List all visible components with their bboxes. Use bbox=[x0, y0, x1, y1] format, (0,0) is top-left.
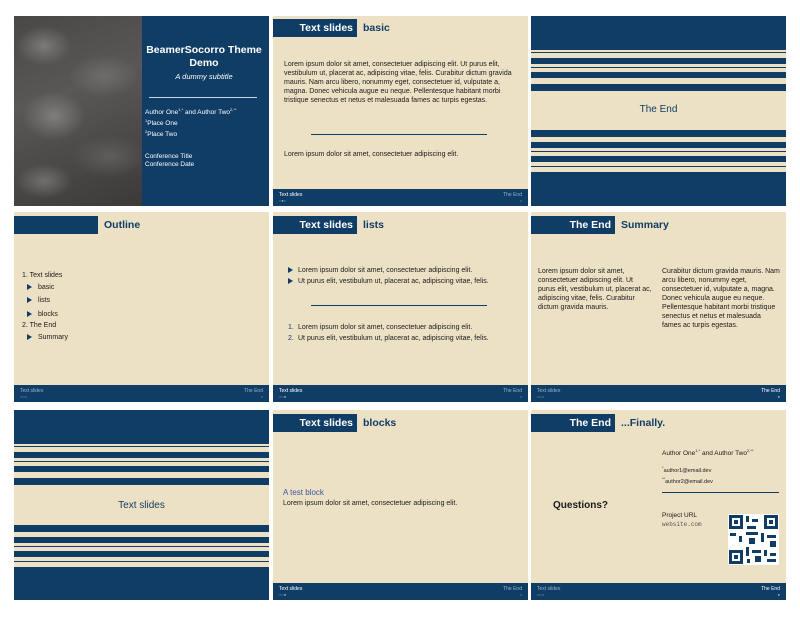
slide-basic[interactable] bbox=[273, 16, 528, 206]
section-header-empty bbox=[14, 216, 98, 234]
list-item bbox=[288, 276, 523, 287]
qr-module bbox=[746, 532, 758, 535]
slide-section-text-slides[interactable] bbox=[14, 410, 269, 600]
list-item-text: Lorem ipsum dolor sit amet, consectetuer adipiscing elit. bbox=[298, 324, 473, 331]
stripe-line bbox=[14, 461, 269, 462]
outline-item-label: blocks bbox=[38, 310, 58, 318]
outline-list bbox=[22, 270, 68, 343]
outline-item-summary[interactable] bbox=[22, 332, 68, 344]
slide-title-blocks: blocks bbox=[363, 417, 397, 429]
stripe-line bbox=[14, 561, 269, 562]
list-item bbox=[288, 322, 523, 333]
footer-section-text-slides: Text slides bbox=[279, 192, 303, 198]
outline-item-lists[interactable] bbox=[22, 295, 68, 307]
stripe bbox=[14, 410, 269, 444]
slide-title[interactable] bbox=[14, 16, 269, 206]
place-one-mark: 1 bbox=[145, 118, 148, 124]
slide-title-lists: lists bbox=[363, 219, 385, 231]
navigation-dots-icon[interactable]: ○○○ bbox=[537, 394, 545, 399]
stripe bbox=[14, 452, 269, 458]
footer bbox=[531, 385, 786, 402]
slide-title-summary: Summary bbox=[621, 219, 669, 231]
stripe bbox=[531, 172, 786, 206]
navigation-dots-icon[interactable]: ○○○ bbox=[20, 394, 28, 399]
list-item-text: Lorem ipsum dolor sit amet, consectetuer adipiscing elit. bbox=[298, 267, 473, 274]
stripe bbox=[531, 16, 786, 50]
section-title: The End bbox=[639, 104, 678, 115]
bullet-list bbox=[288, 265, 523, 287]
navigation-dots-icon[interactable]: ○ bbox=[519, 198, 522, 203]
qr-module bbox=[746, 547, 749, 556]
author-one: Author One bbox=[145, 109, 179, 117]
navigation-dots-icon[interactable]: ○○● bbox=[279, 592, 287, 597]
qr-module bbox=[730, 533, 736, 536]
section-header: Text slides bbox=[273, 414, 357, 432]
place-two: Place Two bbox=[147, 131, 178, 139]
stripe bbox=[531, 72, 786, 78]
navigation-dots-icon[interactable]: ○●○ bbox=[279, 198, 287, 203]
stripe bbox=[14, 551, 269, 557]
author-emails bbox=[662, 464, 713, 486]
outline-item-blocks[interactable] bbox=[22, 309, 68, 321]
section-header: Text slides bbox=[273, 216, 357, 234]
footer-section-the-end: The End bbox=[503, 192, 522, 198]
place-one-line bbox=[145, 117, 263, 128]
author-two-mark: 2,** bbox=[747, 448, 754, 453]
numbered-list bbox=[288, 322, 523, 344]
qr-finder-core bbox=[769, 520, 773, 524]
author-two: Author Two bbox=[197, 109, 231, 117]
place-two-line bbox=[145, 128, 263, 139]
presentation-title: BeamerSocorro Theme Demo bbox=[146, 44, 262, 69]
author-one-mark: 1,* bbox=[178, 107, 184, 112]
qr-finder-core bbox=[734, 520, 738, 524]
qr-module bbox=[746, 516, 749, 522]
qr-module bbox=[747, 559, 750, 563]
qr-module bbox=[747, 526, 756, 529]
slide-blocks[interactable] bbox=[273, 410, 528, 600]
stripe bbox=[14, 478, 269, 485]
qr-module bbox=[752, 550, 761, 553]
footer-section-the-end: The End bbox=[761, 388, 780, 394]
triangle-bullet-icon bbox=[288, 278, 293, 284]
navigation-dots-icon[interactable]: ○ bbox=[519, 592, 522, 597]
author-one: Author One bbox=[662, 450, 696, 458]
email-two[interactable]: author2@email.dev bbox=[665, 478, 713, 485]
footer-section-text-slides: Text slides bbox=[279, 388, 303, 394]
place-two-mark: 2 bbox=[145, 129, 148, 135]
qr-module bbox=[749, 538, 755, 544]
list-item-text: Ut purus elit, vestibulum ut, placerat ac, adipiscing vitae, felis. bbox=[298, 335, 489, 342]
list-item bbox=[288, 265, 523, 276]
qr-module bbox=[767, 559, 776, 562]
navigation-dots-icon[interactable]: ● bbox=[777, 394, 780, 399]
slide-finally[interactable] bbox=[531, 410, 786, 600]
slide-title-basic: basic bbox=[363, 22, 390, 34]
footer bbox=[531, 583, 786, 600]
qr-module bbox=[770, 553, 776, 556]
slide-outline[interactable] bbox=[14, 212, 269, 402]
list-number: 1. bbox=[288, 324, 294, 331]
slide-summary[interactable] bbox=[531, 212, 786, 402]
footer-section-text-slides: Text slides bbox=[537, 586, 561, 592]
block-text: Lorem ipsum dolor sit amet, consectetuer adipiscing elit. bbox=[283, 500, 458, 507]
qr-module bbox=[767, 535, 776, 538]
paragraph-divider bbox=[311, 134, 487, 135]
section-title: Text slides bbox=[118, 500, 165, 511]
footer-section-the-end: The End bbox=[503, 388, 522, 394]
qr-module bbox=[770, 541, 776, 547]
stripe-line bbox=[531, 67, 786, 68]
email-one-mark: * bbox=[662, 465, 664, 470]
qr-module bbox=[739, 536, 742, 542]
footer bbox=[273, 189, 528, 206]
stripe bbox=[531, 58, 786, 64]
footer-section-text-slides: Text slides bbox=[537, 388, 561, 394]
footer-section-text-slides: Text slides bbox=[279, 586, 303, 592]
title-panel bbox=[142, 16, 269, 206]
stripe bbox=[531, 84, 786, 91]
slide-lists[interactable] bbox=[273, 212, 528, 402]
conference-title: Conference Title bbox=[145, 153, 193, 161]
outline-item-label: lists bbox=[38, 297, 51, 304]
stripe-line bbox=[531, 151, 786, 152]
stripe bbox=[14, 537, 269, 543]
slide-title-outline: Outline bbox=[104, 219, 141, 231]
navigation-dots-icon[interactable]: ○ bbox=[260, 394, 263, 399]
qr-module bbox=[761, 533, 764, 542]
title-divider bbox=[149, 97, 257, 98]
block-title: A test block bbox=[283, 488, 324, 497]
questions-heading: Questions? bbox=[553, 500, 609, 511]
presentation-subtitle: A dummy subtitle bbox=[175, 72, 233, 81]
footer-section-text-slides: Text slides bbox=[20, 388, 44, 394]
footer bbox=[273, 583, 528, 600]
qr-module bbox=[755, 556, 761, 562]
list-item bbox=[288, 333, 523, 344]
outline-item-basic[interactable] bbox=[22, 282, 68, 294]
authors-and: and bbox=[184, 109, 196, 117]
authors-line bbox=[145, 106, 263, 117]
slide-title-finally: ...Finally. bbox=[621, 417, 666, 429]
slide-section-the-end[interactable] bbox=[531, 16, 786, 206]
triangle-bullet-icon bbox=[288, 267, 293, 273]
summary-column-1: Lorem ipsum dolor sit amet, consectetuer adipiscing elit. Ut purus elit, vestibulum ut, placerat ac, adipiscing vitae, felis. Curabitur dictum gravida mauris. bbox=[538, 268, 652, 311]
navigation-dots-icon[interactable]: ○○○ bbox=[537, 592, 545, 597]
cloud-photo bbox=[14, 16, 142, 206]
outline-item-the-end[interactable]: 2. The End bbox=[22, 322, 57, 329]
project-url-label: Project URL bbox=[662, 512, 698, 519]
triangle-bullet-icon bbox=[27, 284, 32, 290]
list-item-text: Ut purus elit, vestibulum ut, placerat ac, adipiscing vitae, felis. bbox=[298, 278, 489, 285]
navigation-dots-icon[interactable]: ○○● bbox=[279, 394, 287, 399]
stripe bbox=[14, 525, 269, 532]
author-one-mark: 1,* bbox=[695, 448, 701, 453]
conference-date: Conference Date bbox=[145, 161, 195, 169]
qr-code-icon[interactable] bbox=[728, 514, 779, 565]
stripe bbox=[531, 156, 786, 162]
qr-module bbox=[764, 550, 767, 556]
triangle-bullet-icon bbox=[27, 334, 32, 340]
qr-module bbox=[752, 519, 758, 522]
finally-authors bbox=[662, 447, 754, 458]
basic-paragraph-1: Lorem ipsum dolor sit amet, consectetuer adipiscing elit. Ut purus elit, vestibulum ut, placerat ac, adipiscing vitae, felis. Curabitur dictum gravida mauris. Nam arcu libero, nonummy eget, consectetuer id, vulputate a, magna. Donec vehicula augue eu neque. Pellentesque habitant morbi tristique senectus et netus et malesuada fames ac turpis egestas. bbox=[284, 61, 512, 104]
navigation-dots-icon[interactable]: ○ bbox=[519, 394, 522, 399]
footer bbox=[273, 385, 528, 402]
email-one[interactable]: author1@email.dev bbox=[663, 467, 712, 474]
list-number: 2. bbox=[288, 335, 294, 342]
section-header: The End bbox=[531, 414, 615, 432]
list-divider bbox=[311, 305, 487, 306]
section-header: Text slides bbox=[273, 19, 357, 37]
outline-item-label: basic bbox=[38, 283, 55, 291]
author-two: Author Two bbox=[714, 450, 748, 458]
author-two-mark: 2,** bbox=[230, 107, 237, 112]
stripe bbox=[14, 567, 269, 600]
authors-and: and bbox=[701, 450, 713, 458]
stripe bbox=[531, 130, 786, 137]
footer-section-the-end: The End bbox=[761, 586, 780, 592]
stripe-line bbox=[14, 446, 269, 447]
stripe-line bbox=[531, 166, 786, 167]
triangle-bullet-icon bbox=[27, 297, 32, 303]
section-header: The End bbox=[531, 216, 615, 234]
stripe-line bbox=[14, 546, 269, 547]
outline-item-text-slides[interactable]: 1. Text slides bbox=[22, 272, 63, 279]
footer-section-the-end: The End bbox=[244, 388, 263, 394]
basic-paragraph-2: Lorem ipsum dolor sit amet, consectetuer adipiscing elit. bbox=[284, 151, 459, 158]
stripe bbox=[531, 142, 786, 148]
stripe bbox=[14, 466, 269, 472]
stripe-line bbox=[531, 52, 786, 53]
qr-finder-core bbox=[734, 555, 738, 559]
footer-section-the-end: The End bbox=[503, 586, 522, 592]
website-link[interactable]: website.com bbox=[662, 521, 702, 528]
place-one: Place One bbox=[147, 120, 178, 128]
navigation-dots-icon[interactable]: ● bbox=[777, 592, 780, 597]
email-two-mark: ** bbox=[662, 475, 666, 481]
footer bbox=[14, 385, 269, 402]
triangle-bullet-icon bbox=[27, 311, 32, 317]
contact-divider bbox=[662, 492, 779, 493]
summary-column-2: Curabitur dictum gravida mauris. Nam arcu libero, nonummy eget, consectetuer id, vulputate a, magna. Donec vehicula augue eu neque. Pellentesque habitant morbi tristique senectus et netus et malesuada fames ac turpis egestas. bbox=[662, 268, 780, 329]
outline-item-label: Summary bbox=[38, 333, 68, 341]
